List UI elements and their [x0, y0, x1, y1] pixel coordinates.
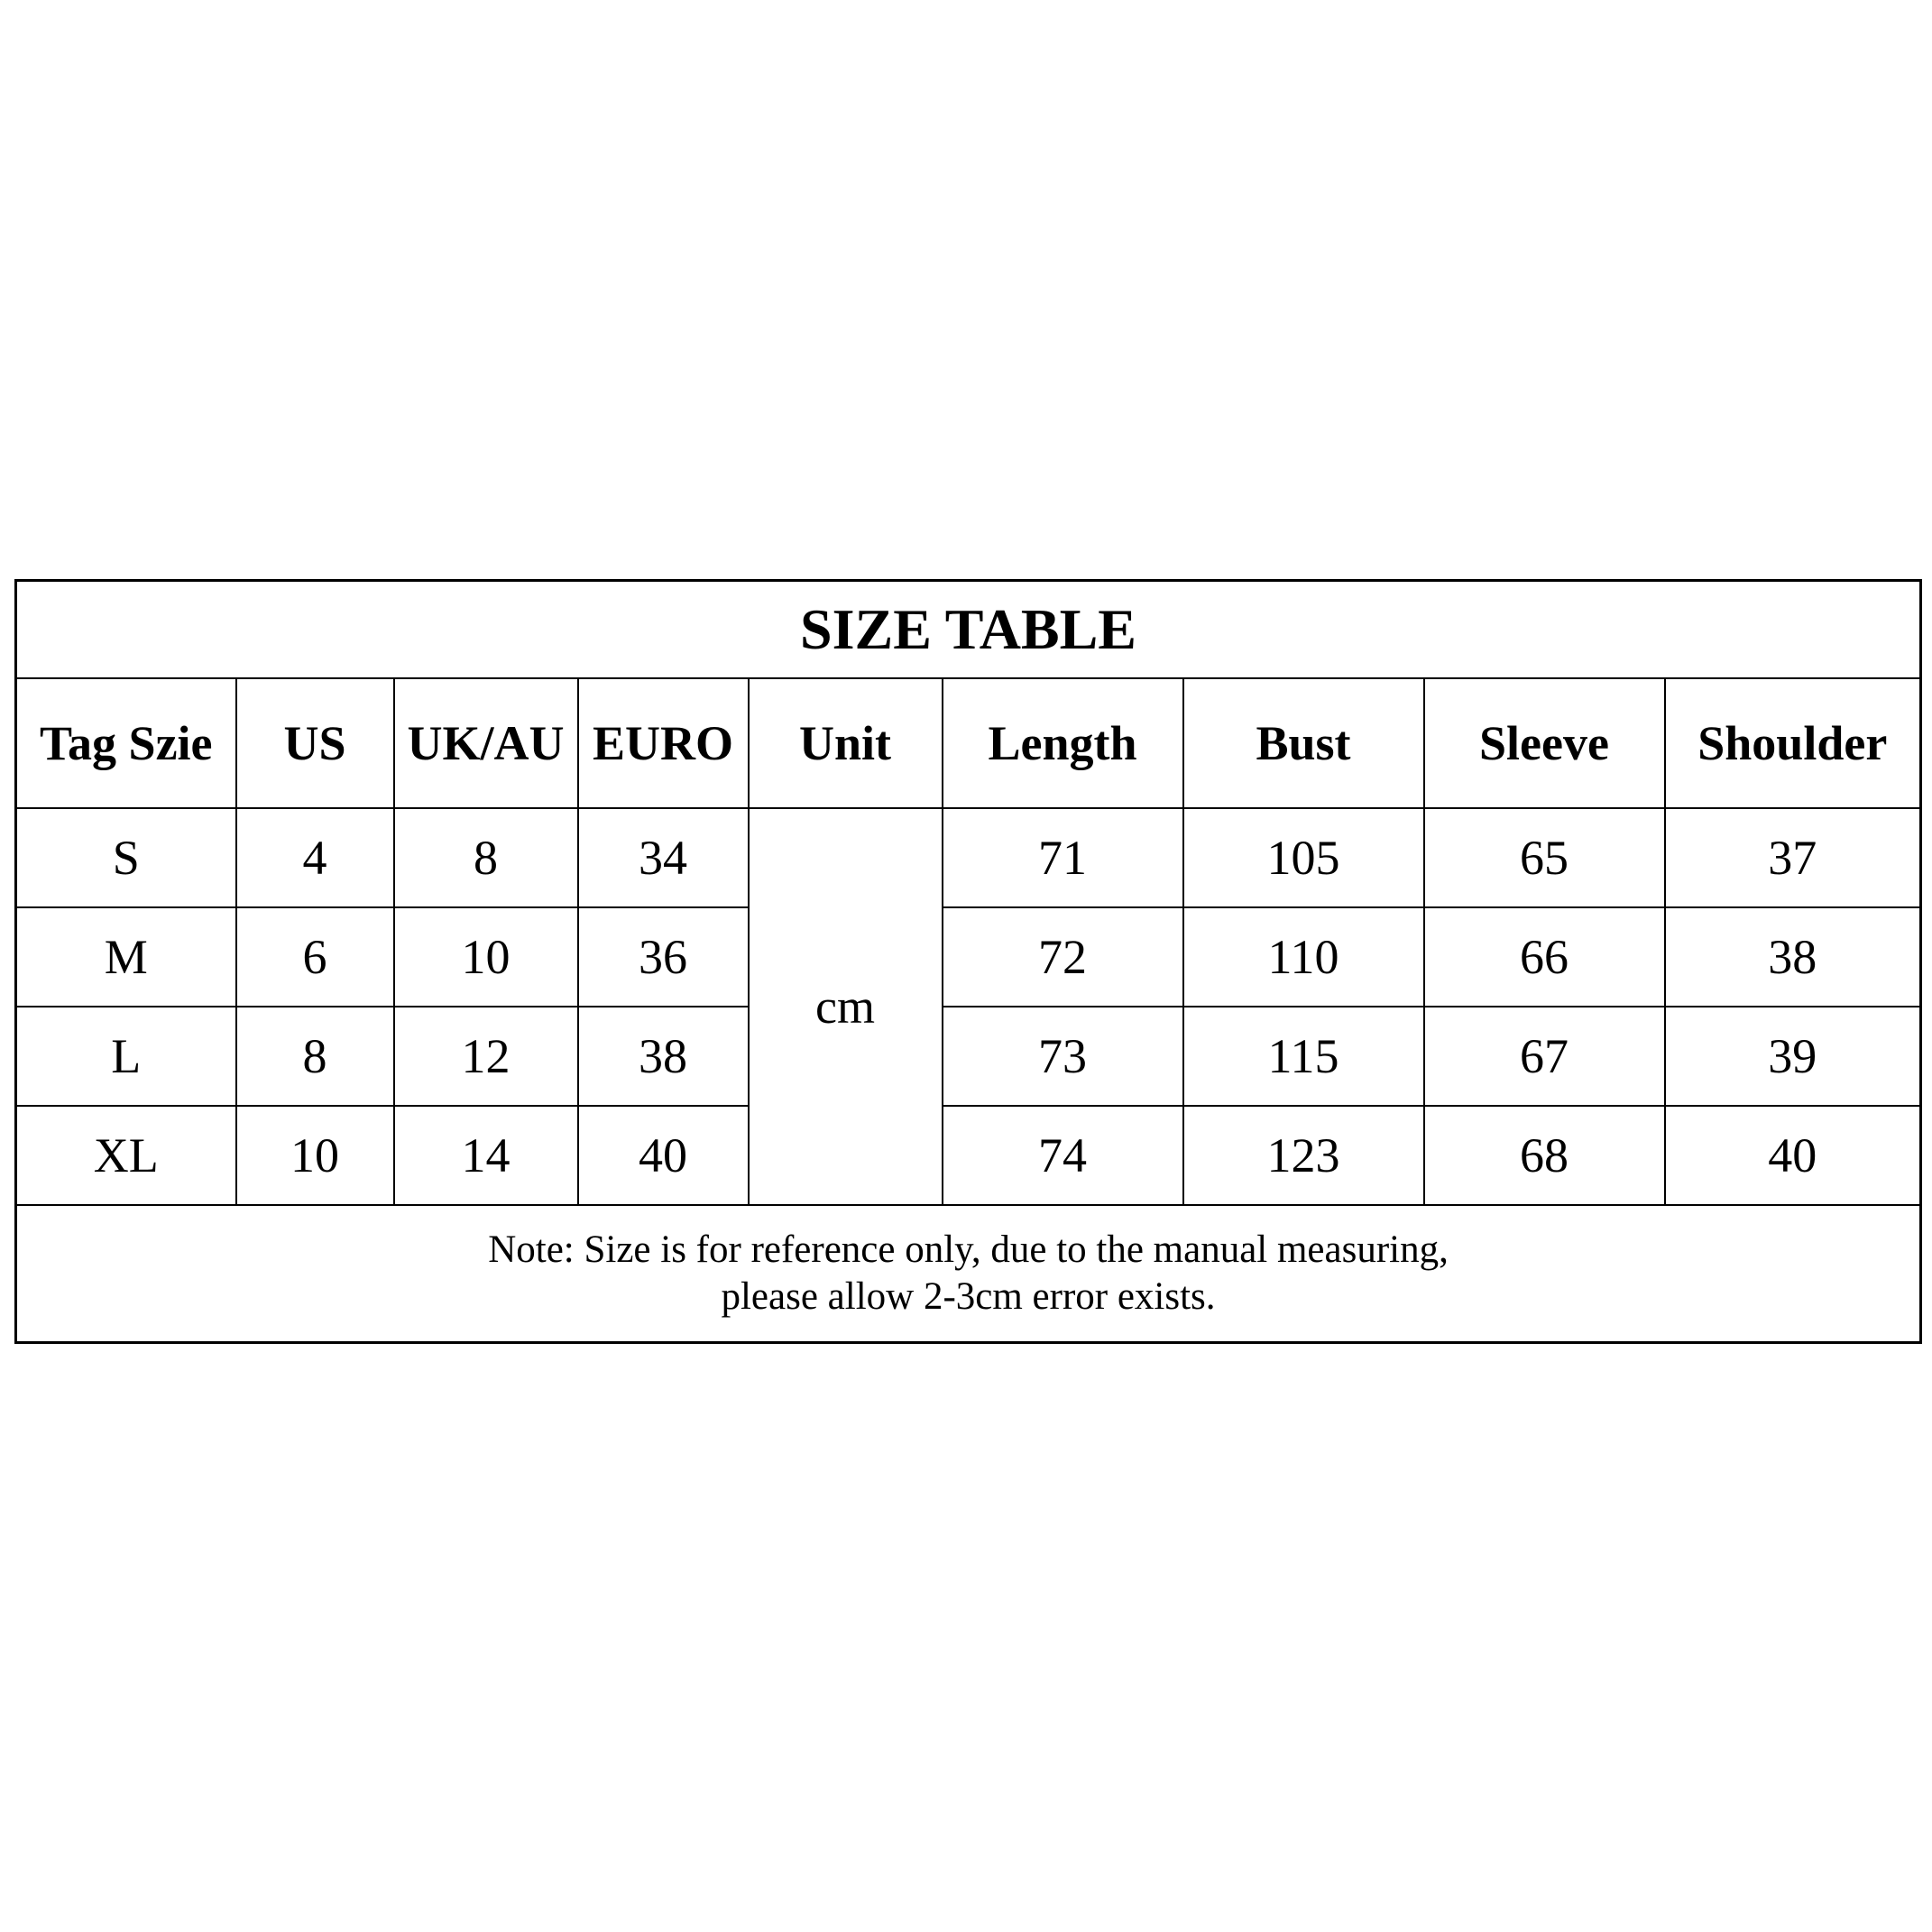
- cell-uk-au: 10: [394, 907, 578, 1007]
- header-euro: EURO: [578, 678, 749, 808]
- table-row: [16, 808, 1921, 907]
- cell-shoulder: 37: [1665, 808, 1921, 907]
- cell-shoulder: 39: [1665, 1007, 1921, 1106]
- table-row: [16, 907, 1921, 1007]
- cell-tag-size: S: [16, 808, 236, 907]
- header-tag-size: Tag Szie: [16, 678, 236, 808]
- table-title: SIZE TABLE: [16, 581, 1921, 679]
- cell-us: 4: [236, 808, 394, 907]
- cell-bust: 115: [1183, 1007, 1424, 1106]
- cell-sleeve: 68: [1424, 1106, 1665, 1205]
- cell-tag-size: L: [16, 1007, 236, 1106]
- header-length: Length: [943, 678, 1183, 808]
- cell-uk-au: 14: [394, 1106, 578, 1205]
- note-cell: [16, 1205, 1921, 1343]
- header-row: [16, 678, 1921, 808]
- cell-length: 72: [943, 907, 1183, 1007]
- cell-euro: 40: [578, 1106, 749, 1205]
- table-row: [16, 1106, 1921, 1205]
- header-uk-au: UK/AU: [394, 678, 578, 808]
- cell-uk-au: 12: [394, 1007, 578, 1106]
- cell-sleeve: 65: [1424, 808, 1665, 907]
- cell-sleeve: 67: [1424, 1007, 1665, 1106]
- note-line-1: Note: Size is for reference only, due to the manual measuring,: [488, 1228, 1449, 1271]
- cell-bust: 110: [1183, 907, 1424, 1007]
- cell-tag-size: M: [16, 907, 236, 1007]
- cell-length: 71: [943, 808, 1183, 907]
- cell-euro: 34: [578, 808, 749, 907]
- cell-us: 10: [236, 1106, 394, 1205]
- cell-shoulder: 40: [1665, 1106, 1921, 1205]
- cell-euro: 36: [578, 907, 749, 1007]
- header-sleeve: Sleeve: [1424, 678, 1665, 808]
- cell-shoulder: 38: [1665, 907, 1921, 1007]
- cell-length: 73: [943, 1007, 1183, 1106]
- cell-euro: 38: [578, 1007, 749, 1106]
- cell-sleeve: 66: [1424, 907, 1665, 1007]
- header-shoulder: Shoulder: [1665, 678, 1921, 808]
- cell-unit: cm: [749, 808, 943, 1205]
- cell-tag-size: XL: [16, 1106, 236, 1205]
- cell-uk-au: 8: [394, 808, 578, 907]
- cell-length: 74: [943, 1106, 1183, 1205]
- cell-us: 6: [236, 907, 394, 1007]
- table-row: [16, 1007, 1921, 1106]
- header-us: US: [236, 678, 394, 808]
- cell-us: 8: [236, 1007, 394, 1106]
- cell-bust: 123: [1183, 1106, 1424, 1205]
- header-unit: Unit: [749, 678, 943, 808]
- cell-bust: 105: [1183, 808, 1424, 907]
- note-line-2: please allow 2-3cm error exists.: [721, 1275, 1216, 1318]
- header-bust: Bust: [1183, 678, 1424, 808]
- size-table: [14, 579, 1922, 1344]
